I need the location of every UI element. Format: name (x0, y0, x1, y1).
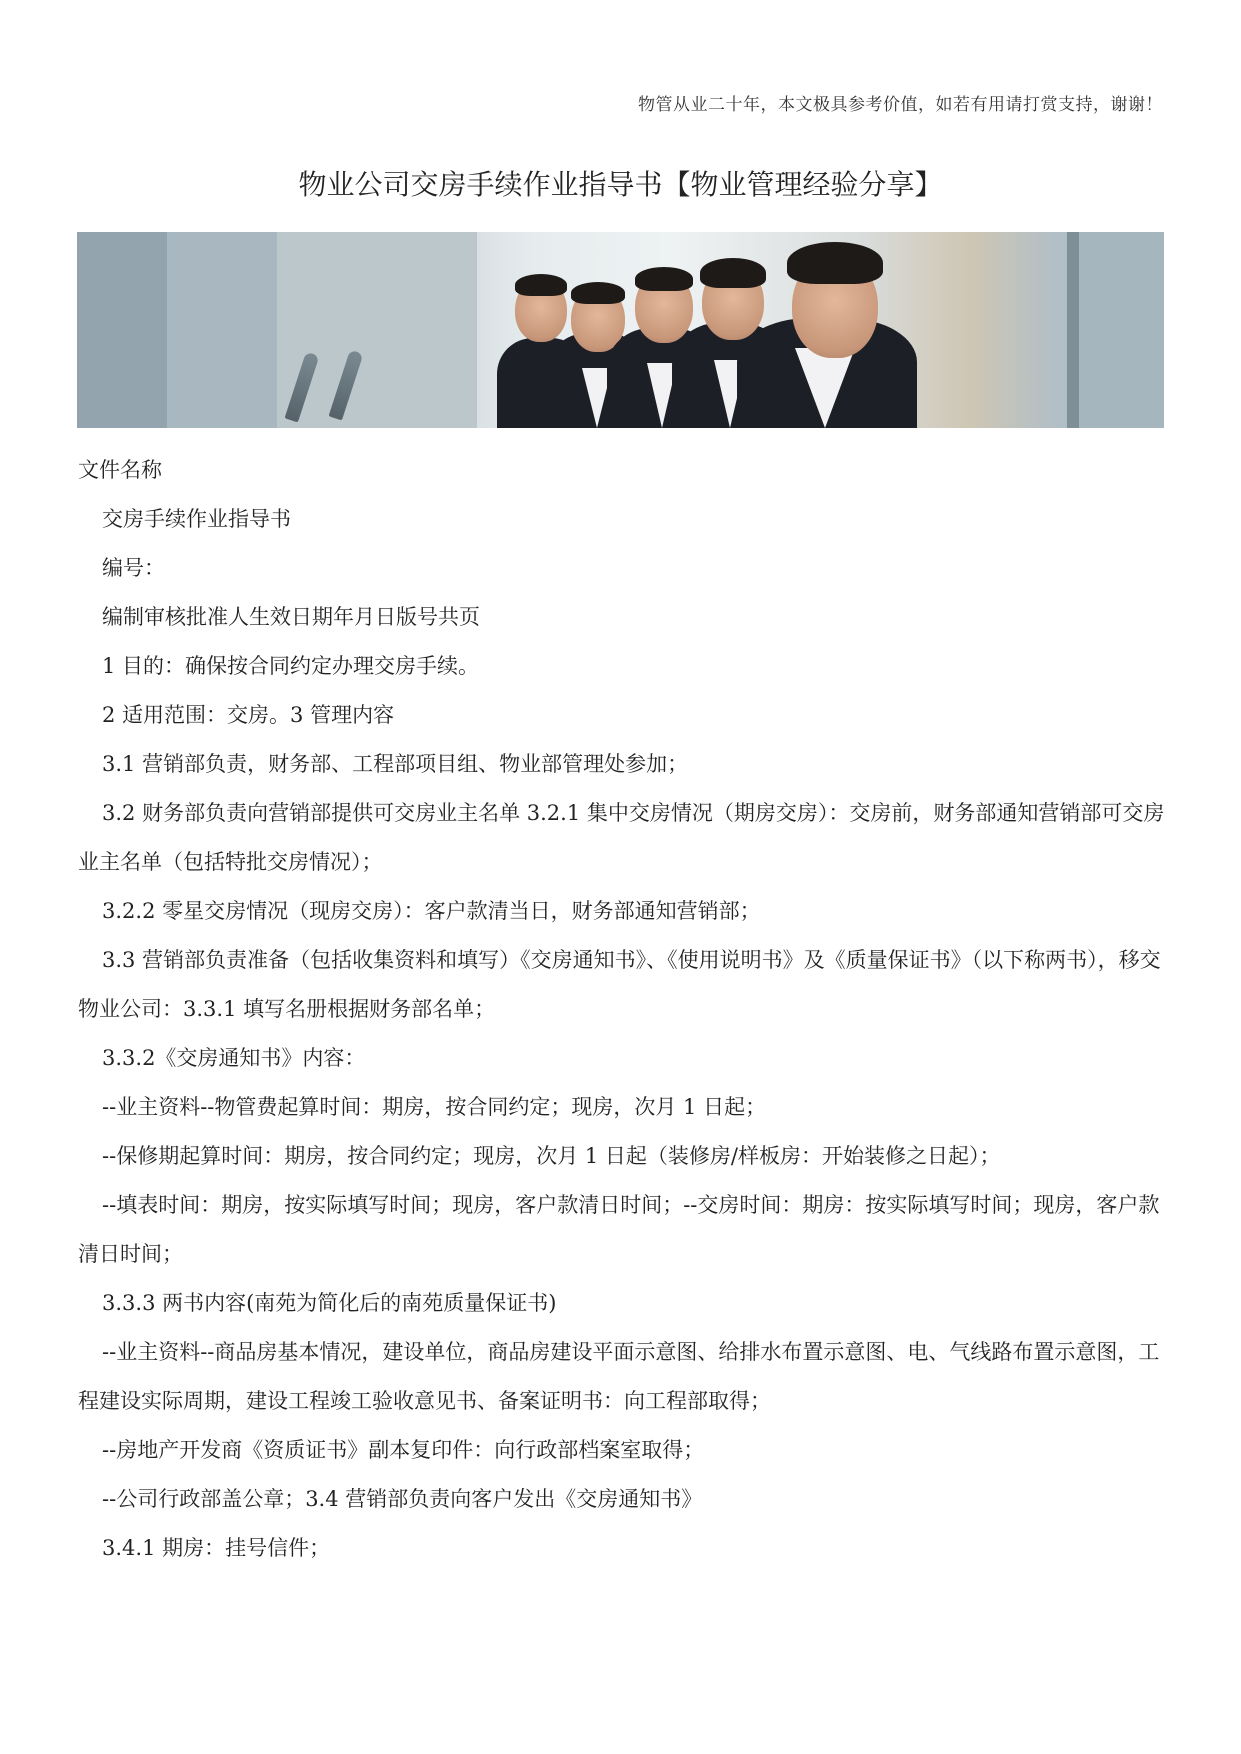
banner-wall-panel (77, 232, 167, 428)
paragraph: 3.2.2 零星交房情况（现房交房）：客户款清当日，财务部通知营销部； (102, 899, 761, 923)
paragraph: 2 适用范围：交房。3 管理内容 (102, 703, 395, 727)
paragraph: --业主资料--商品房基本情况，建设单位，商品房建设平面示意图、给排水布置示意图、电、气线路布置示意图，工程建设实际周期，建设工程竣工验收意见书、备案证明书：向工程部取得； (78, 1340, 1160, 1413)
paragraph: 3.2 财务部负责向营销部提供可交房业主名单 3.2.1 集中交房情况（期房交房）：交房前，财务部通知营销部可交房业主名单（包括特批交房情况）； (78, 801, 1165, 874)
paragraph: 3.4.1 期房：挂号信件； (102, 1536, 331, 1560)
paragraph: --房地产开发商《资质证书》副本复印件：向行政部档案室取得； (102, 1438, 705, 1462)
paragraph: 3.3 营销部负责准备（包括收集资料和填写）《交房通知书》、《使用说明书》及《质量保证书》（以下称两书），移交物业公司：3.3.1 填写名册根据财务部名单； (78, 948, 1161, 1021)
paragraph: 编制审核批准人生效日期年月日版号共页 (102, 605, 480, 629)
paragraph: 3.1 营销部负责，财务部、工程部项目组、物业部管理处参加； (102, 752, 689, 776)
page-header-note: 物管从业二十年，本文极具参考价值，如若有用请打赏支持，谢谢！ (638, 95, 1163, 115)
banner-wall-panel (167, 232, 277, 428)
paragraph: 1 目的：确保按合同约定办理交房手续。 (102, 654, 480, 678)
paragraph: --业主资料--物管费起算时间：期房，按合同约定；现房，次月 1 日起； (102, 1095, 767, 1119)
banner-wall-panel (1079, 232, 1164, 428)
paragraph: 文件名称 (78, 458, 162, 482)
banner-wall-panel (277, 232, 477, 428)
document-body (78, 446, 1168, 1573)
paragraph: --公司行政部盖公章；3.4 营销部负责向客户发出《交房通知书》 (102, 1487, 703, 1511)
paragraph: 3.3.2《交房通知书》内容： (102, 1046, 366, 1070)
paragraph: --保修期起算时间：期房，按合同约定；现房，次月 1 日起（装修房/样板房：开始装修之日起）； (102, 1144, 1001, 1168)
document-title: 物业公司交房手续作业指导书【物业管理经验分享】 (298, 168, 943, 201)
paragraph: 3.3.3 两书内容(南苑为简化后的南苑质量保证书) (102, 1291, 557, 1315)
banner-wall-panel (1067, 232, 1079, 428)
paragraph: 交房手续作业指导书 (102, 507, 291, 531)
person-figure (737, 232, 917, 428)
paragraph: --填表时间：期房，按实际填写时间；现房，客户款清日时间；--交房时间：期房：按实际填写时间；现房，客户款清日时间； (78, 1193, 1160, 1266)
paragraph: 编号： (102, 556, 165, 580)
banner-image (77, 232, 1164, 428)
